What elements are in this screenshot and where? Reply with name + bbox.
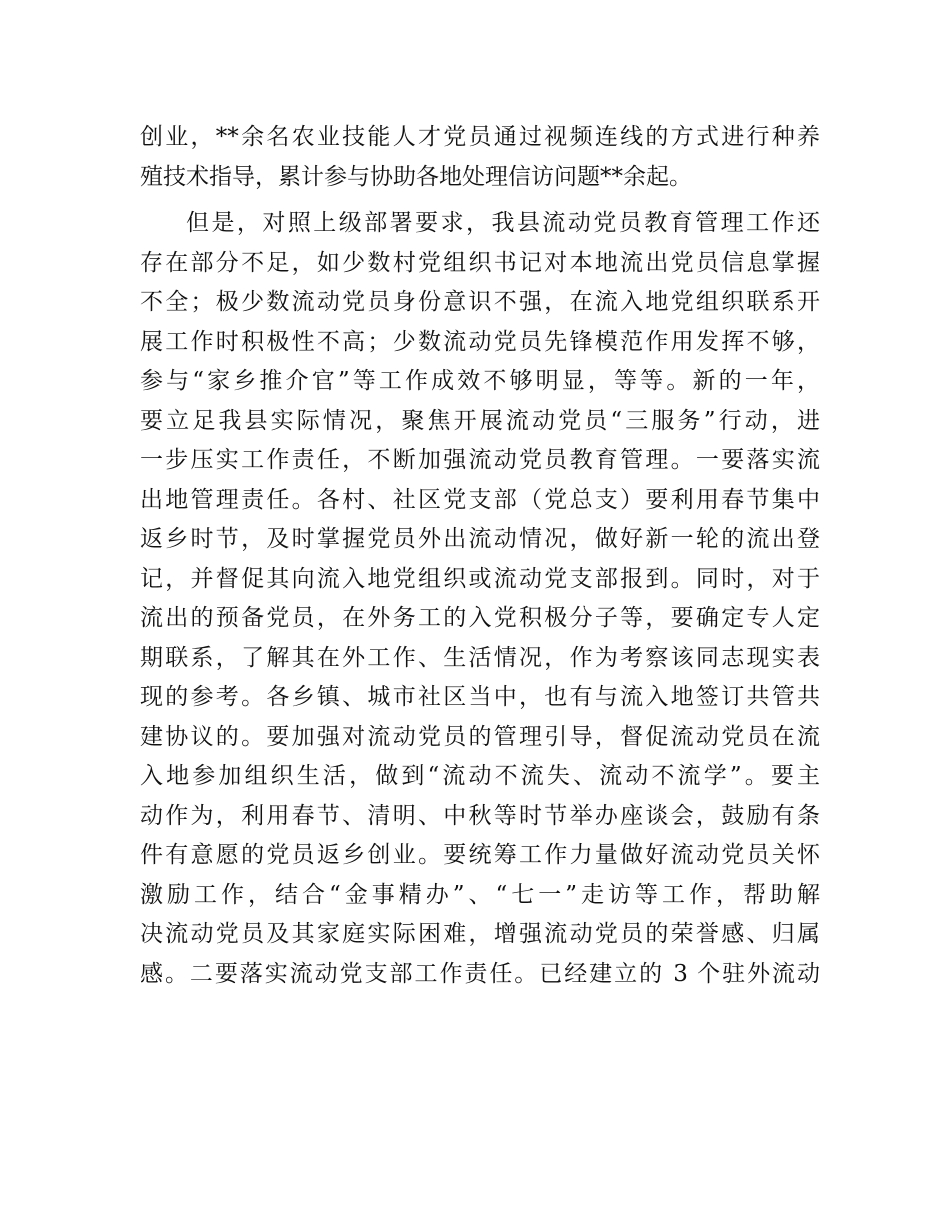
- text-line: 殖技术指导，累计参与协助各地处理信访问题**余起。: [140, 163, 692, 190]
- text-line: 返乡时节，及时掌握党员外出流动情况，做好新一轮的流出登: [140, 526, 820, 552]
- text-line: 流出的预备党员，在外务工的入党积极分子等，要确定专人定: [140, 605, 820, 631]
- text-line: 要立足我县实际情况，聚焦开展流动党员“三服务”行动，进: [140, 407, 820, 434]
- paragraph-spacer: [140, 197, 820, 204]
- text-line: 激励工作，结合“金事精办”、“七一”走访等工作，帮助解: [140, 881, 820, 908]
- paragraph-2: [140, 204, 820, 994]
- text-line: 现的参考。各乡镇、城市社区当中，也有与流入地签订共管共: [140, 684, 820, 710]
- paragraph-1: [140, 118, 820, 197]
- text-line: 入地参加组织生活，做到“流动不流失、流动不流学”。要主: [140, 763, 820, 789]
- text-line: 存在部分不足，如少数村党组织书记对本地流出党员信息掌握: [140, 249, 820, 276]
- document-body: [140, 118, 820, 994]
- text-line: 但是，对照上级部署要求，我县流动党员教育管理工作还: [186, 210, 820, 236]
- text-line: 动作为，利用春节、清明、中秋等时节举办座谈会，鼓励有条: [140, 802, 820, 829]
- text-line: 决流动党员及其家庭实际困难，增强流动党员的荣誉感、归属: [140, 921, 820, 947]
- text-line: 建协议的。要加强对流动党员的管理引导，督促流动党员在流: [140, 723, 820, 750]
- text-line: 记，并督促其向流入地党组织或流动党支部报到。同时，对于: [140, 565, 820, 592]
- text-line: 创业，**余名农业技能人才党员通过视频连线的方式进行种养: [140, 124, 820, 150]
- text-line: 一步压实工作责任，不断加强流动党员教育管理。一要落实流: [140, 447, 820, 473]
- text-line: 展工作时积极性不高；少数流动党员先锋模范作用发挥不够，: [140, 328, 820, 355]
- text-line: 出地管理责任。各村、社区党支部（党总支）要利用春节集中: [140, 486, 820, 513]
- text-line: 感。二要落实流动党支部工作责任。已经建立的 3 个驻外流动: [140, 960, 820, 987]
- text-line: 参与“家乡推介官”等工作成效不够明显，等等。新的一年，: [140, 368, 820, 394]
- text-line: 期联系，了解其在外工作、生活情况，作为考察该同志现实表: [140, 644, 820, 671]
- text-line: 不全；极少数流动党员身份意识不强，在流入地党组织联系开: [140, 289, 820, 315]
- text-line: 件有意愿的党员返乡创业。要统筹工作力量做好流动党员关怀: [140, 842, 820, 868]
